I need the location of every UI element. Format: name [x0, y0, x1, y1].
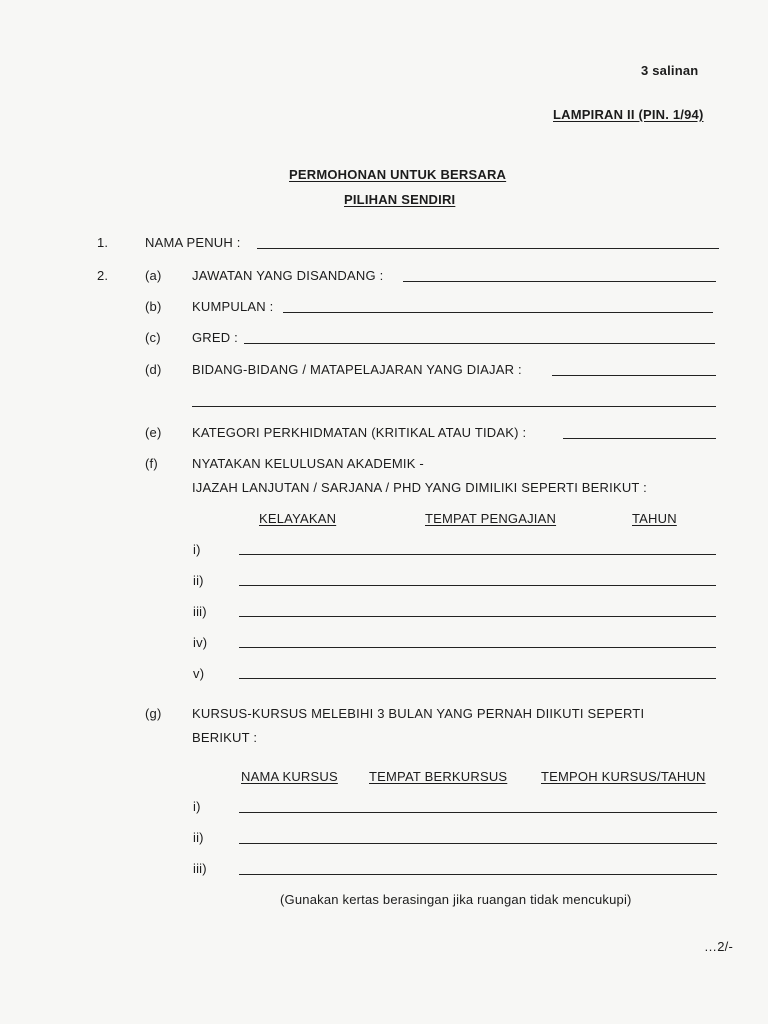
qualification-row-field[interactable] — [239, 678, 716, 679]
courses-label: KURSUS-KURSUS MELEBIHI 3 BULAN YANG PERNAH DIIKUTI SEPERTI — [192, 706, 645, 721]
item-c-label: (c) — [145, 330, 161, 345]
service-category-label: KATEGORI PERKHIDMATAN (KRITIKAL ATAU TIDAK) : — [192, 425, 527, 440]
qualification-row-field[interactable] — [239, 554, 716, 555]
item-number-1: 1. — [97, 235, 109, 250]
grade-label: GRED : — [192, 330, 238, 345]
grade-field[interactable] — [244, 343, 715, 344]
position-field[interactable] — [403, 281, 716, 282]
courses-label-continued: BERIKUT : — [192, 730, 258, 745]
qualification-header: KELAYAKAN — [259, 511, 337, 526]
course-place-header: TEMPAT BERKURSUS — [369, 769, 508, 784]
item-b-label: (b) — [145, 299, 162, 314]
qualification-row-number: iii) — [193, 604, 207, 619]
position-label: JAWATAN YANG DISANDANG : — [192, 268, 384, 283]
full-name-field[interactable] — [257, 248, 719, 249]
academic-qualification-label: NYATAKAN KELULUSAN AKADEMIK - — [192, 456, 424, 471]
item-number-2: 2. — [97, 268, 109, 283]
group-label: KUMPULAN : — [192, 299, 274, 314]
subjects-field-continued[interactable] — [192, 406, 716, 407]
full-name-label: NAMA PENUH : — [145, 235, 241, 250]
qualification-row-number: ii) — [193, 573, 204, 588]
qualification-row-number: v) — [193, 666, 205, 681]
qualification-row-field[interactable] — [239, 647, 716, 648]
page-continuation: …2/- — [704, 939, 733, 954]
course-name-header: NAMA KURSUS — [241, 769, 338, 784]
attachment-label: LAMPIRAN II (PIN. 1/94) — [553, 107, 704, 122]
qualification-row-number: iv) — [193, 635, 208, 650]
qualification-row-number: i) — [193, 542, 201, 557]
course-row-number: ii) — [193, 830, 204, 845]
service-category-field[interactable] — [563, 438, 716, 439]
form-title: PERMOHONAN UNTUK BERSARA — [289, 167, 507, 182]
qualification-row-field[interactable] — [239, 585, 716, 586]
subjects-label: BIDANG-BIDANG / MATAPELAJARAN YANG DIAJAR : — [192, 362, 522, 377]
form-subtitle: PILIHAN SENDIRI — [344, 192, 456, 207]
study-place-header: TEMPAT PENGAJIAN — [425, 511, 557, 526]
item-f-label: (f) — [145, 456, 158, 471]
course-row-field[interactable] — [239, 874, 717, 875]
course-row-field[interactable] — [239, 843, 717, 844]
course-row-number: iii) — [193, 861, 207, 876]
qualification-row-field[interactable] — [239, 616, 716, 617]
subjects-field[interactable] — [552, 375, 716, 376]
course-row-number: i) — [193, 799, 201, 814]
space-note: (Gunakan kertas berasingan jika ruangan tidak mencukupi) — [280, 892, 632, 907]
year-header: TAHUN — [632, 511, 677, 526]
item-a-label: (a) — [145, 268, 162, 283]
course-duration-header: TEMPOH KURSUS/TAHUN — [541, 769, 706, 784]
copies-note: 3 salinan — [641, 63, 699, 78]
item-g-label: (g) — [145, 706, 162, 721]
group-field[interactable] — [283, 312, 713, 313]
academic-qualification-detail: IJAZAH LANJUTAN / SARJANA / PHD YANG DIMILIKI SEPERTI BERIKUT : — [192, 480, 647, 495]
item-e-label: (e) — [145, 425, 162, 440]
item-d-label: (d) — [145, 362, 162, 377]
course-row-field[interactable] — [239, 812, 717, 813]
